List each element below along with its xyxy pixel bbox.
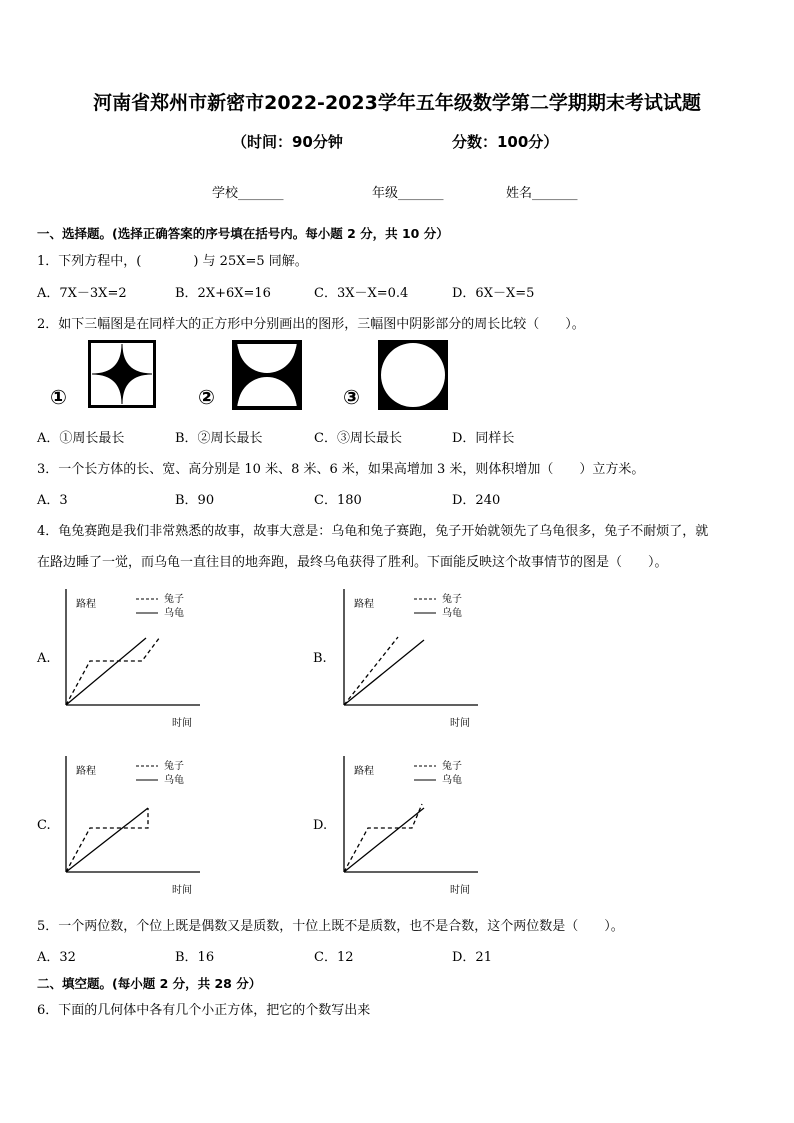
graph-c-xlabel: 时间: [172, 885, 192, 896]
q5-option-a: A．32: [37, 950, 76, 965]
grade-field: 年级_______: [372, 186, 444, 201]
exam-score: 分数：100分）: [452, 133, 559, 151]
school-field: 学校_______: [212, 186, 284, 201]
q1-option-b: B．2X+6X=16: [175, 286, 271, 301]
name-field: 姓名_______: [506, 186, 578, 201]
question-5: 5．一个两位数，个位上既是偶数又是质数，十位上既不是质数，也不是合数，这个两位数是（ ）。: [37, 919, 624, 934]
q3-option-c: C．180: [314, 493, 362, 508]
graph-a: [60, 585, 210, 730]
q5-option-c: C．12: [314, 950, 354, 965]
question-2: 2．如下三幅图是在同样大的正方形中分别画出的图形，三幅图中阴影部分的周长比较（ ）。: [37, 317, 585, 332]
page-title: 河南省郑州市新密市2022-2023学年五年级数学第二学期期末考试试题: [93, 92, 701, 114]
graph-d-legend-rabbit: 兔子: [442, 761, 462, 772]
section-heading-choice: 一、选择题。(选择正确答案的序号填在括号内。每小题 2 分，共 10 分）: [37, 226, 449, 241]
graph-b-xlabel: 时间: [450, 718, 470, 729]
figure-label-3: ③: [343, 385, 360, 409]
graph-c-legend-turtle: 乌龟: [164, 775, 184, 786]
graph-d: [338, 752, 488, 897]
graph-d-label: D.: [313, 818, 328, 833]
graph-c-ylabel: 路程: [76, 766, 96, 777]
graph-c-legend-rabbit: 兔子: [164, 761, 184, 772]
q2-option-c: C．③周长最长: [314, 431, 402, 446]
question-4-line-1: 4．龟兔赛跑是我们非常熟悉的故事，故事大意是：乌龟和兔子赛跑，兔子开始就领先了乌龟很多，兔子不耐烦了，就: [37, 524, 709, 539]
q1-option-c: C．3X－X=0.4: [314, 286, 409, 301]
q2-option-d: D．同样长: [452, 431, 515, 446]
question-1: 1．下列方程中，( ) 与 25X=5 同解。: [37, 254, 308, 269]
question-4-line-2: 在路边睡了一觉，而乌龟一直往目的地奔跑，最终乌龟获得了胜利。下面能反映这个故事情节的图是（ ）。: [37, 555, 668, 570]
question-3: 3．一个长方体的长、宽、高分别是 10 米、8 米、6 米，如果高增加 3 米，则体积增加（ ）立方米。: [37, 462, 645, 477]
graph-d-legend-turtle: 乌龟: [442, 775, 462, 786]
graph-a-label: A.: [37, 651, 51, 666]
figure-2-square-arcs: [232, 340, 302, 410]
figure-3-square-circle: [378, 340, 448, 410]
q3-option-d: D．240: [452, 493, 501, 508]
graph-b: [338, 585, 488, 730]
graph-d-xlabel: 时间: [450, 885, 470, 896]
q5-option-d: D．21: [452, 950, 492, 965]
graph-a-ylabel: 路程: [76, 599, 96, 610]
section-heading-fill: 二、填空题。(每小题 2 分，共 28 分）: [37, 976, 262, 991]
figure-label-1: ①: [50, 385, 67, 409]
figure-1-square-star: [88, 340, 156, 408]
graph-c-label: C.: [37, 818, 51, 833]
graph-b-legend-turtle: 乌龟: [442, 608, 462, 619]
exam-time: （时间：90分钟: [232, 133, 343, 151]
q5-option-b: B．16: [175, 950, 215, 965]
graph-b-label: B.: [313, 651, 327, 666]
q3-option-a: A．3: [37, 493, 68, 508]
graph-a-legend-rabbit: 兔子: [164, 594, 184, 605]
graph-a-xlabel: 时间: [172, 718, 192, 729]
figure-label-2: ②: [198, 385, 215, 409]
q1-option-a: A．7X－3X=2: [37, 286, 127, 301]
q2-option-b: B．②周长最长: [175, 431, 263, 446]
q1-option-d: D．6X－X=5: [452, 286, 535, 301]
question-6: 6．下面的几何体中各有几个小正方体，把它的个数写出来: [37, 1003, 371, 1018]
graph-c: [60, 752, 210, 897]
graph-a-legend-turtle: 乌龟: [164, 608, 184, 619]
graph-b-ylabel: 路程: [354, 599, 374, 610]
q2-option-a: A．①周长最长: [37, 431, 125, 446]
q3-option-b: B．90: [175, 493, 215, 508]
graph-d-ylabel: 路程: [354, 766, 374, 777]
graph-b-legend-rabbit: 兔子: [442, 594, 462, 605]
